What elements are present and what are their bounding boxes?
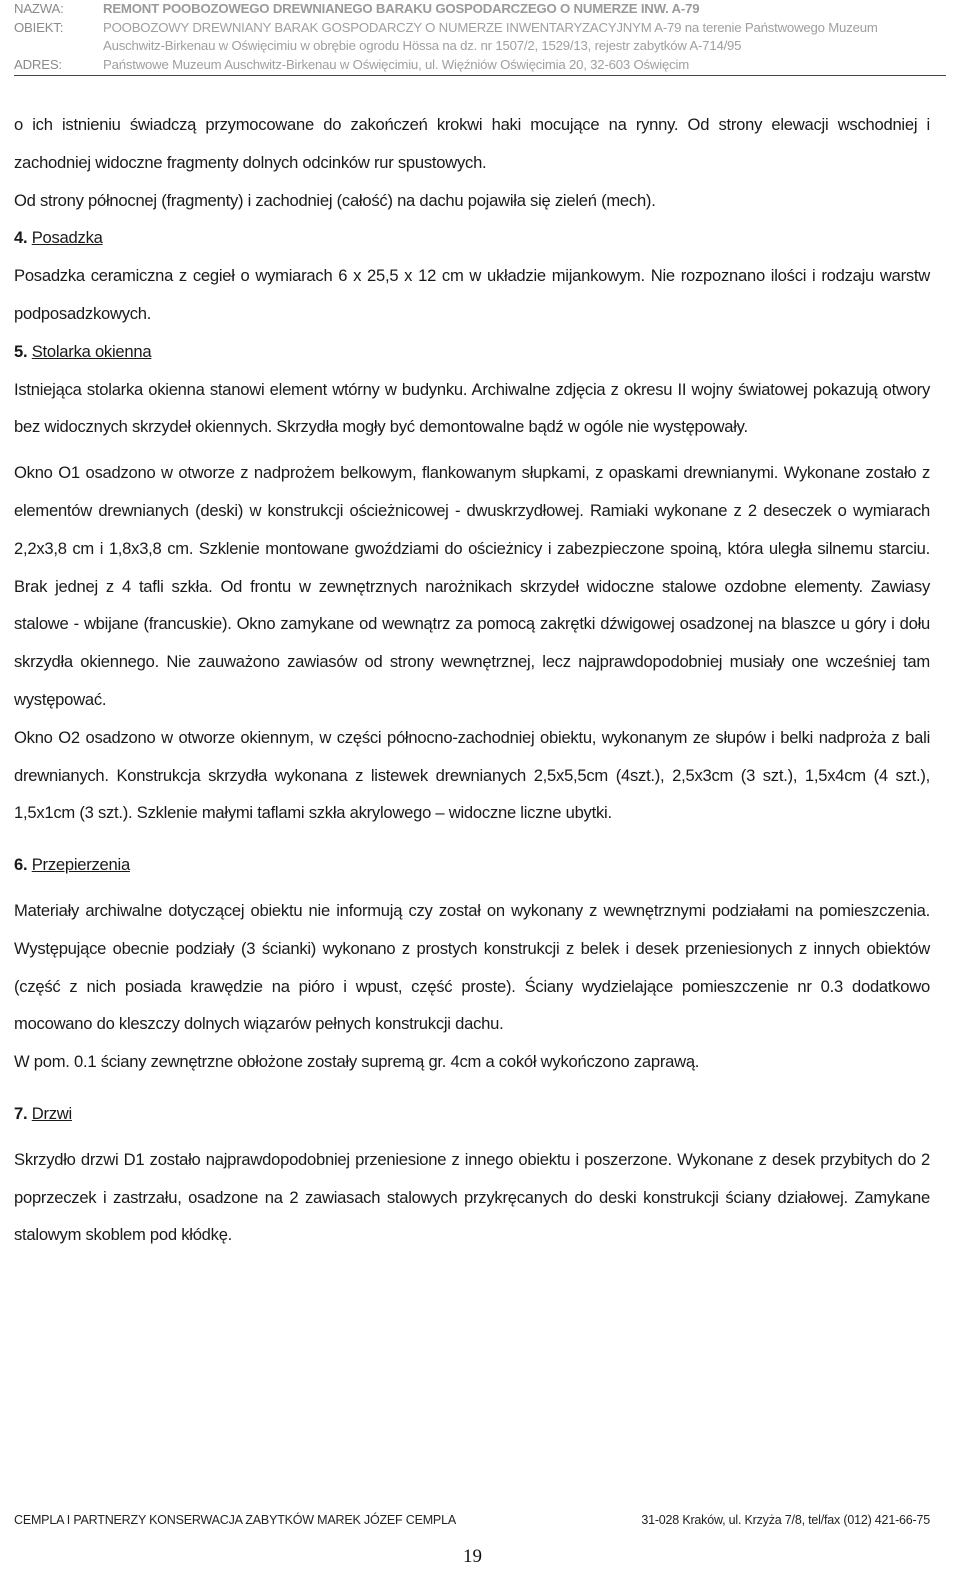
header-row-nazwa [14, 0, 946, 19]
header-row-adres [14, 56, 946, 75]
footer-company: CEMPLA I PARTNERZY KONSERWACJA ZABYTKÓW MAREK JÓZEF CEMPLA [14, 1513, 456, 1527]
paragraph-window-o1: Okno O1 osadzono w otworze z nadprożem belkowym, flankowanym słupkami, z opaskami drewnianymi. Wykonane zostało z elementów drewnianych (deski) w konstrukcji ościeżnicowej - dwuskrzydłowej. Ramiaki wykonane z 2 deseczek o wymiarach 2,2x3,8 cm i 1,8x3,8 cm. Szklenie montowane gwoździami do ościeżnicy i zabezpieczone spoiną, która uległa silnemu starciu. Brak jednej z 4 tafli szkła. Od frontu w zewnętrznych narożnikach skrzydeł widoczne stalowe ozdobne elementy. Zawiasy stalowe - wbijane (francuskie). Okno zamykane od wewnątrz za pomocą zakrętki dźwigowej osadzonej na blaszce u góry i dołu skrzydła okiennego. Nie zauważono zawiasów od strony wewnętrznej, lecz najprawdopodobniej musiały one wcześniej tam występować. [14, 463, 930, 709]
adres-label: ADRES: [14, 56, 62, 72]
nazwa-value: REMONT POOBOZOWEGO DREWNIANEGO BARAKU GOSPODARCZEGO O NUMERZE INW. A-79 [103, 1, 700, 16]
header-row-obiekt [14, 19, 946, 38]
paragraph-windows-intro: Istniejąca stolarka okienna stanowi element wtórny w budynku. Archiwalne zdjęcia z okresu II wojny światowej pokazują otwory bez widocznych skrzydeł okiennych. Skrzydła mogły być demontowalne bądź w ogóle nie występowały. [14, 379, 930, 437]
section-heading-posadzka: 4. Posadzka [14, 228, 103, 248]
paragraph-window-o2: Okno O2 osadzono w otworze okiennym, w części północno-zachodniej obiektu, wykonanym ze słupów i belki nadproża z bali drewnianych. Konstrukcja skrzydła wykonana z listewek drewnianych 2,5x5,5cm (4szt.), 2,5x3cm (3 szt.), 1,5x4cm (4 szt.), 1,5x1cm (3 szt.). Szklenie małymi taflami szkła akrylowego – widoczne liczne ubytki. [14, 727, 930, 823]
document-footer [14, 1513, 930, 1527]
header-row-obiekt-2 [14, 37, 946, 56]
adres-value: Państwowe Muzeum Auschwitz-Birkenau w Oświęcimiu, ul. Więźniów Oświęcimia 20, 32-603 Oświęcim [103, 56, 690, 72]
paragraph-partitions: Materiały archiwalne dotyczącej obiektu nie informują czy został on wykonany z wewnętrznymi podziałami na pomieszczenia. Występujące obecnie podziały (3 ścianki) wykonano z prostych konstrukcji z belek i desek przeniesionych z innych obiektów (część z nich posiada krawędzie na pióro i wpust, część proste). Ściany wydzielające pomieszczenie nr 0.3 dodatkowo mocowano do kleszczy dolnych wiązarów pełnych konstrukcji dachu. [14, 900, 930, 1034]
paragraph-room-01: W pom. 0.1 ściany zewnętrzne obłożone zostały supremą gr. 4cm a cokół wykończono zaprawą. [14, 1052, 700, 1072]
footer-address: 31-028 Kraków, ul. Krzyża 7/8, tel/fax (012) 421-66-75 [641, 1513, 930, 1527]
section-heading-doors: 7. Drzwi [14, 1103, 72, 1123]
section-heading-partitions: 6. Przepierzenia [14, 855, 130, 875]
nazwa-label: NAZWA: [14, 1, 64, 16]
obiekt-value-line2: Auschwitz-Birkenau w Oświęcimiu w obrębie ogrodu Hössa na dz. nr 1507/2, 1529/13, rejestr zabytków A-714/95 [103, 38, 742, 53]
paragraph-door-d1: Skrzydło drzwi D1 zostało najprawdopodobniej przeniesione z innego obiektu i poszerzone. Wykonane z desek przybitych do 2 poprzeczek i zastrzału, osadzone na 2 zawiasach stalowych przykręcanych do deski konstrukcji ściany działowej. Zamykane stalowym skoblem pod kłódkę. [14, 1149, 930, 1245]
document-header [14, 0, 946, 74]
obiekt-value-line1: POOBOZOWY DREWNIANY BARAK GOSPODARCZY O NUMERZE INWENTARYZACYJNYM A-79 na terenie Państwowego Muzeum [103, 19, 878, 35]
obiekt-label: OBIEKT: [14, 19, 64, 35]
document-body [14, 106, 930, 1254]
header-divider [14, 75, 946, 76]
paragraph-gutters: o ich istnieniu świadczą przymocowane do zakończeń krokwi haki mocujące na rynny. Od strony elewacji wschodniej i zachodniej widoczne fragmenty dolnych odcinków rur spustowych. [14, 115, 930, 172]
paragraph-floor: Posadzka ceramiczna z cegieł o wymiarach 6 x 25,5 x 12 cm w układzie mijankowym. Nie rozpoznano ilości i rodzaju warstw podposadzkowych. [14, 266, 930, 323]
paragraph-moss: Od strony północnej (fragmenty) i zachodniej (całość) na dachu pojawiła się zieleń (mech). [14, 190, 656, 210]
section-heading-windows: 5. Stolarka okienna [14, 341, 152, 361]
page-number: 19 [463, 1546, 482, 1567]
